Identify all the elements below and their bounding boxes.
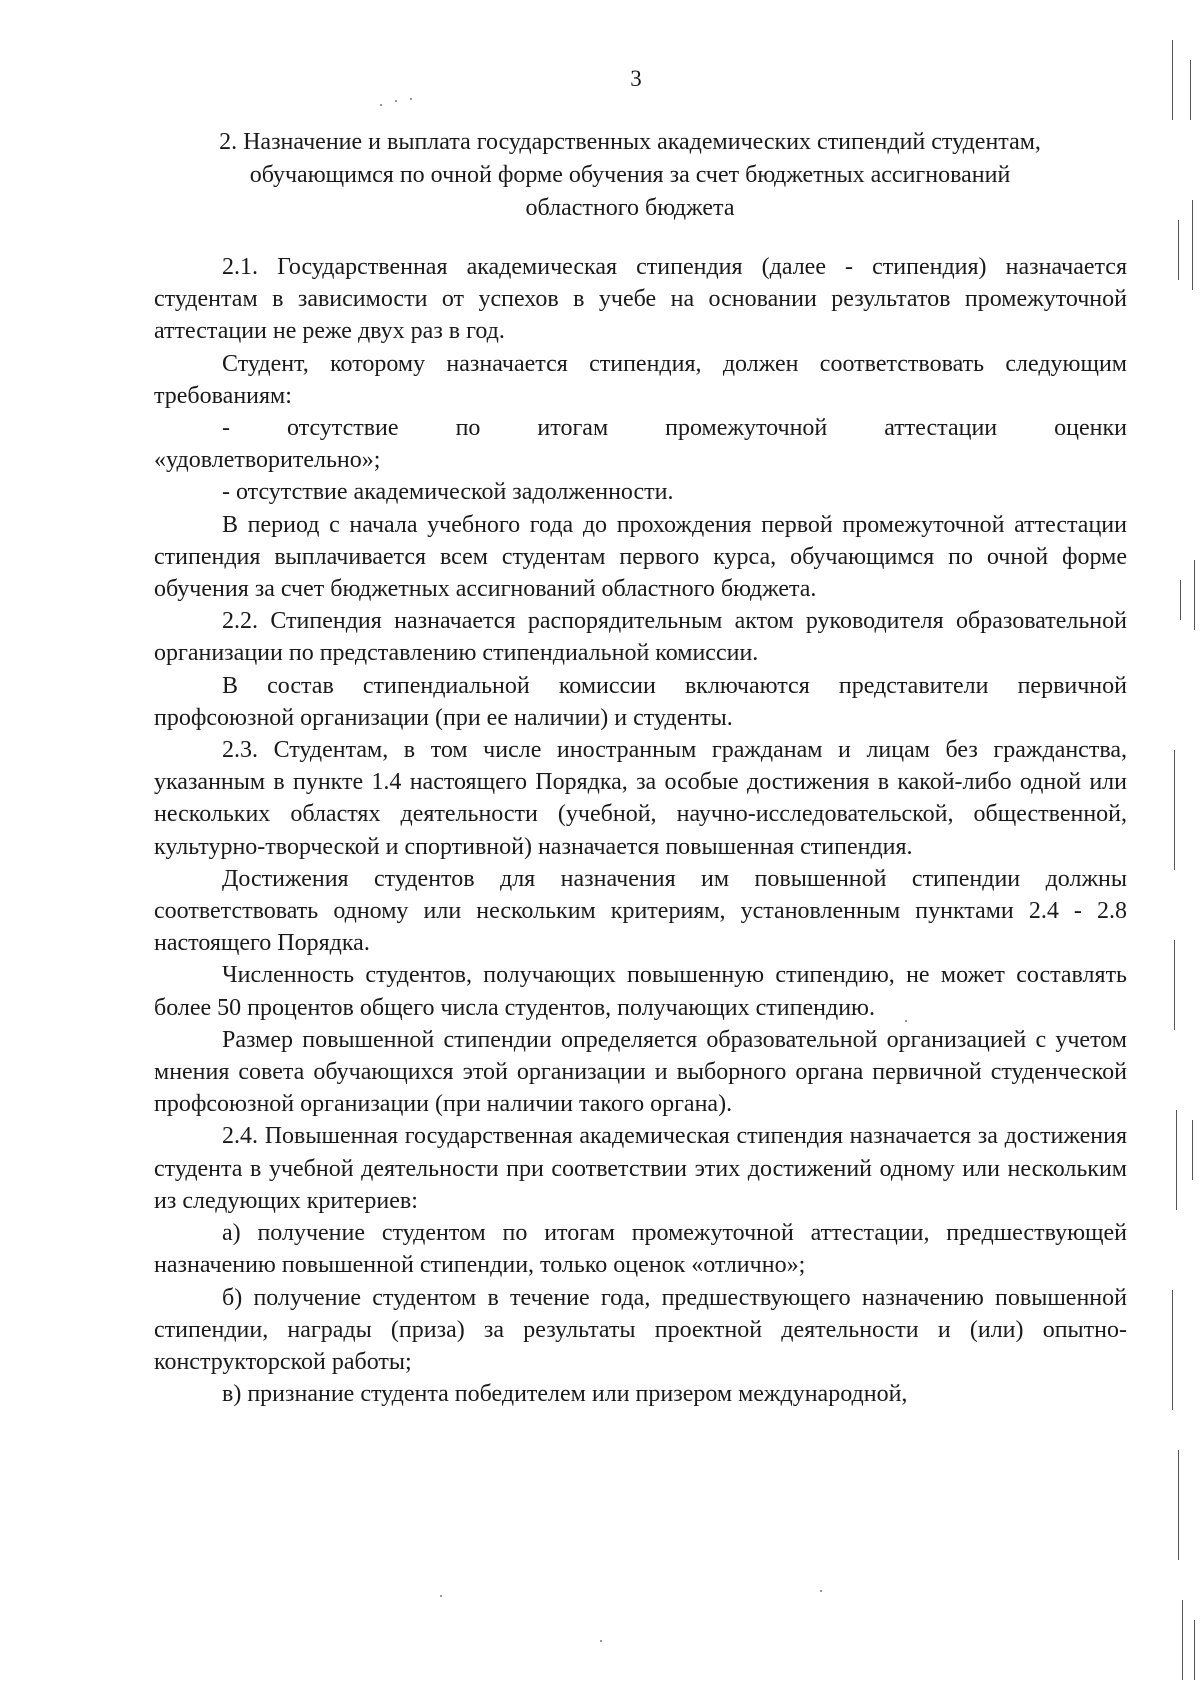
- scan-speck: [440, 1595, 442, 1597]
- paragraph: В период с начала учебного года до прохождения первой промежуточной аттестации стипендия выплачивается всем студентам первого курса, обучающимся по очной форме обучения за счет бюджетных ассигнований областного бюджета.: [154, 511, 1127, 603]
- paragraph: 2.4. Повышенная государственная академическая стипендия назначается за достижения студента в учебной деятельности при соответствии этих достижений одному или нескольким из следующих критериев:: [154, 1123, 1127, 1214]
- paragraph: Достижения студентов для назначения им повышенной стипендии должны соответствовать одному или нескольким критериям, установленным пунктами 2.4 - 2.8 настоящего Порядка.: [154, 865, 1127, 957]
- paragraph: в) признание студента победителем или призером международной,: [222, 1381, 908, 1408]
- paragraph: Размер повышенной стипендии определяется образовательной организацией с учетом мнения совета обучающихся этой организации и выборного органа первичной студенческой профсоюзной организации (при наличии такого органа).: [154, 1026, 1127, 1118]
- paragraph: Студент, которому назначается стипендия, должен соответствовать следующим требованиям:: [154, 350, 1127, 409]
- scan-speck: [380, 104, 382, 106]
- paragraph: 2.3. Студентам, в том числе иностранным гражданам и лицам без гражданства, указанным в пункте 1.4 настоящего Порядка, за особые достижения в какой-либо одной или нескольких областях деятельности (учебной, научно-исследовательской, общественной, культурно-творческой и спортивной) назначается повышенная стипендия.: [154, 737, 1127, 860]
- paragraph: 2.1. Государственная академическая стипендия (далее - стипендия) назначается студентам в зависимости от успехов в учебе на основании результатов промежуточной аттестации не реже двух раз в год.: [154, 254, 1127, 345]
- scan-speck: [905, 1020, 907, 1022]
- scan-speck: [395, 100, 397, 102]
- scan-speck: [600, 1640, 602, 1642]
- paragraph: Численность студентов, получающих повышенную стипендию, не может составлять более 50 процентов общего числа студентов, получающих стипендию.: [154, 962, 1127, 1021]
- section-heading: 2. Назначение и выплата государственных академических стипендий студентам, обучающимся по очной форме обучения за счет бюджетных ассигнований областного бюджета: [219, 129, 1041, 221]
- paragraph: - отсутствие академической задолженности.: [222, 479, 674, 506]
- page-number: 3: [630, 66, 642, 91]
- scan-speck: [410, 98, 412, 100]
- paragraph: 2.2. Стипендия назначается распорядительным актом руководителя образовательной организации по представлению стипендиальной комиссии.: [154, 608, 1127, 667]
- paragraph: В состав стипендиальной комиссии включаются представители первичной профсоюзной организации (при ее наличии) и студенты.: [154, 672, 1127, 731]
- scan-edge-marks: [1120, 0, 1200, 1689]
- paragraph: а) получение студентом по итогам промежуточной аттестации, предшествующей назначению повышенной стипендии, только оценок «отлично»;: [154, 1220, 1127, 1279]
- paragraph: - отсутствие по итогам промежуточной аттестации оценки «удовлетворительно»;: [154, 415, 1127, 474]
- paragraph: б) получение студентом в течение года, предшествующего назначению повышенной стипендии, награды (приза) за результаты проектной деятельности и (или) опытно-конструкторской работы;: [154, 1284, 1127, 1375]
- document-body: [154, 251, 1127, 1410]
- scan-speck: [820, 1590, 822, 1592]
